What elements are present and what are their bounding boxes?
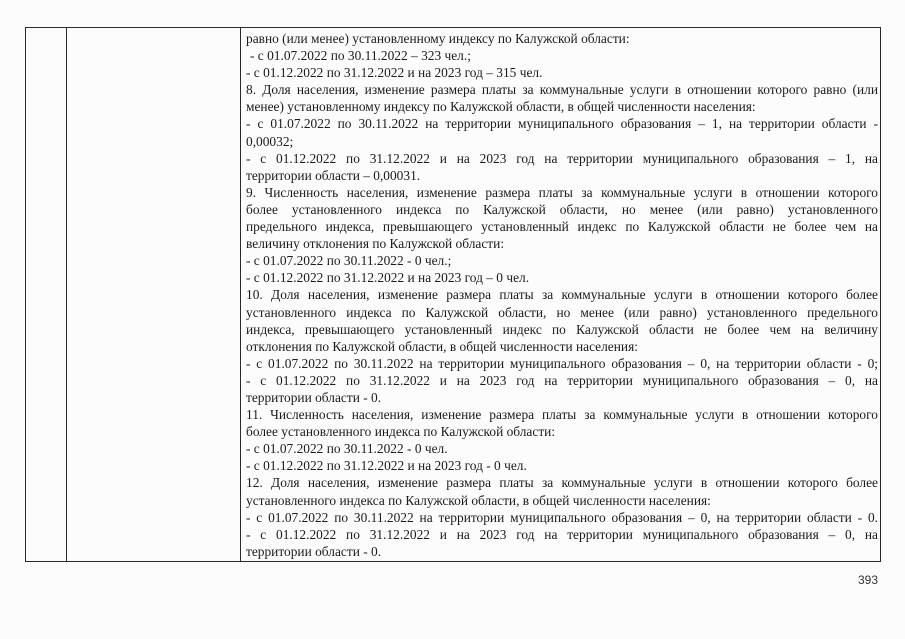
text-line: 8. Доля населения, изменение размера платы за коммунальные услуги в отношении которого равно (или: [246, 82, 878, 98]
text-line: более установленного индекса по Калужской области, но менее (или равно) установленного: [246, 201, 878, 217]
text-line: 9. Численность населения, изменение размера платы за коммунальные услуги в отношении которого: [246, 184, 878, 200]
text-line: 0,00032;: [246, 133, 294, 149]
text-line: установленного индекса по Калужской области, но менее (или равно) установленного предельного: [246, 304, 878, 320]
text-line: 10. Доля населения, изменение размера платы за коммунальные услуги в отношении которого более: [246, 287, 878, 303]
text-line: равно (или менее) установленному индексу по Калужской области:: [246, 31, 630, 46]
text-line: - с 01.12.2022 по 31.12.2022 и на 2023 год – 315 чел.: [246, 65, 543, 81]
text-cell: [246, 30, 878, 560]
text-line: территории области – 0,00031.: [246, 167, 421, 183]
text-line: более установленного индекса по Калужской области:: [246, 424, 556, 440]
text-line: 12. Доля населения, изменение размера платы за коммунальные услуги в отношении которого более: [246, 475, 878, 491]
text-line: предельного индекса, превышающего установленный индекс по Калужской области не более чем на: [246, 219, 878, 235]
text-line: менее) установленному индексу по Калужской области, в общей численности населения:: [246, 99, 756, 115]
text-line: - с 01.12.2022 по 31.12.2022 и на 2023 год на территории муниципального образования – 1, на: [246, 150, 878, 166]
text-line: отклонения по Калужской области, в общей численности населения:: [246, 338, 638, 354]
text-line: территории области - 0.: [246, 543, 382, 559]
text-line: 11. Численность населения, изменение размера платы за коммунальные услуги в отношении которого: [246, 407, 878, 423]
document-table: [25, 27, 881, 562]
text-line: величину отклонения по Калужской области:: [246, 236, 505, 252]
text-line: - с 01.07.2022 по 30.11.2022 - 0 чел.: [246, 441, 448, 457]
text-line: - с 01.07.2022 по 30.11.2022 на территории муниципального образования – 0, на территории области - 0.: [246, 509, 878, 525]
text-line: территории области - 0.: [246, 389, 382, 405]
page-number: 393: [858, 573, 879, 587]
text-line: - с 01.07.2022 по 30.11.2022 – 323 чел.;: [250, 48, 471, 64]
column-divider-1: [66, 28, 67, 561]
column-divider-2: [240, 28, 241, 561]
text-line: - с 01.07.2022 по 30.11.2022 на территории муниципального образования – 0, на территории области - 0;: [246, 355, 878, 371]
text-line: - с 01.12.2022 по 31.12.2022 и на 2023 год - 0 чел.: [246, 458, 527, 474]
text-line: индекса, превышающего установленный индекс по Калужской области не более чем на величину: [246, 321, 878, 337]
text-line: - с 01.07.2022 по 30.11.2022 - 0 чел.;: [246, 253, 452, 269]
text-line: установленного индекса по Калужской области, в общей численности населения:: [246, 492, 711, 508]
text-line: - с 01.12.2022 по 31.12.2022 и на 2023 год на территории муниципального образования – 0, на: [246, 372, 878, 388]
text-line: - с 01.07.2022 по 30.11.2022 на территории муниципального образования – 1, на территории области -: [246, 116, 878, 132]
text-line: - с 01.12.2022 по 31.12.2022 и на 2023 год на территории муниципального образования – 0, на: [246, 526, 878, 542]
text-line: - с 01.12.2022 по 31.12.2022 и на 2023 год – 0 чел.: [246, 270, 530, 286]
